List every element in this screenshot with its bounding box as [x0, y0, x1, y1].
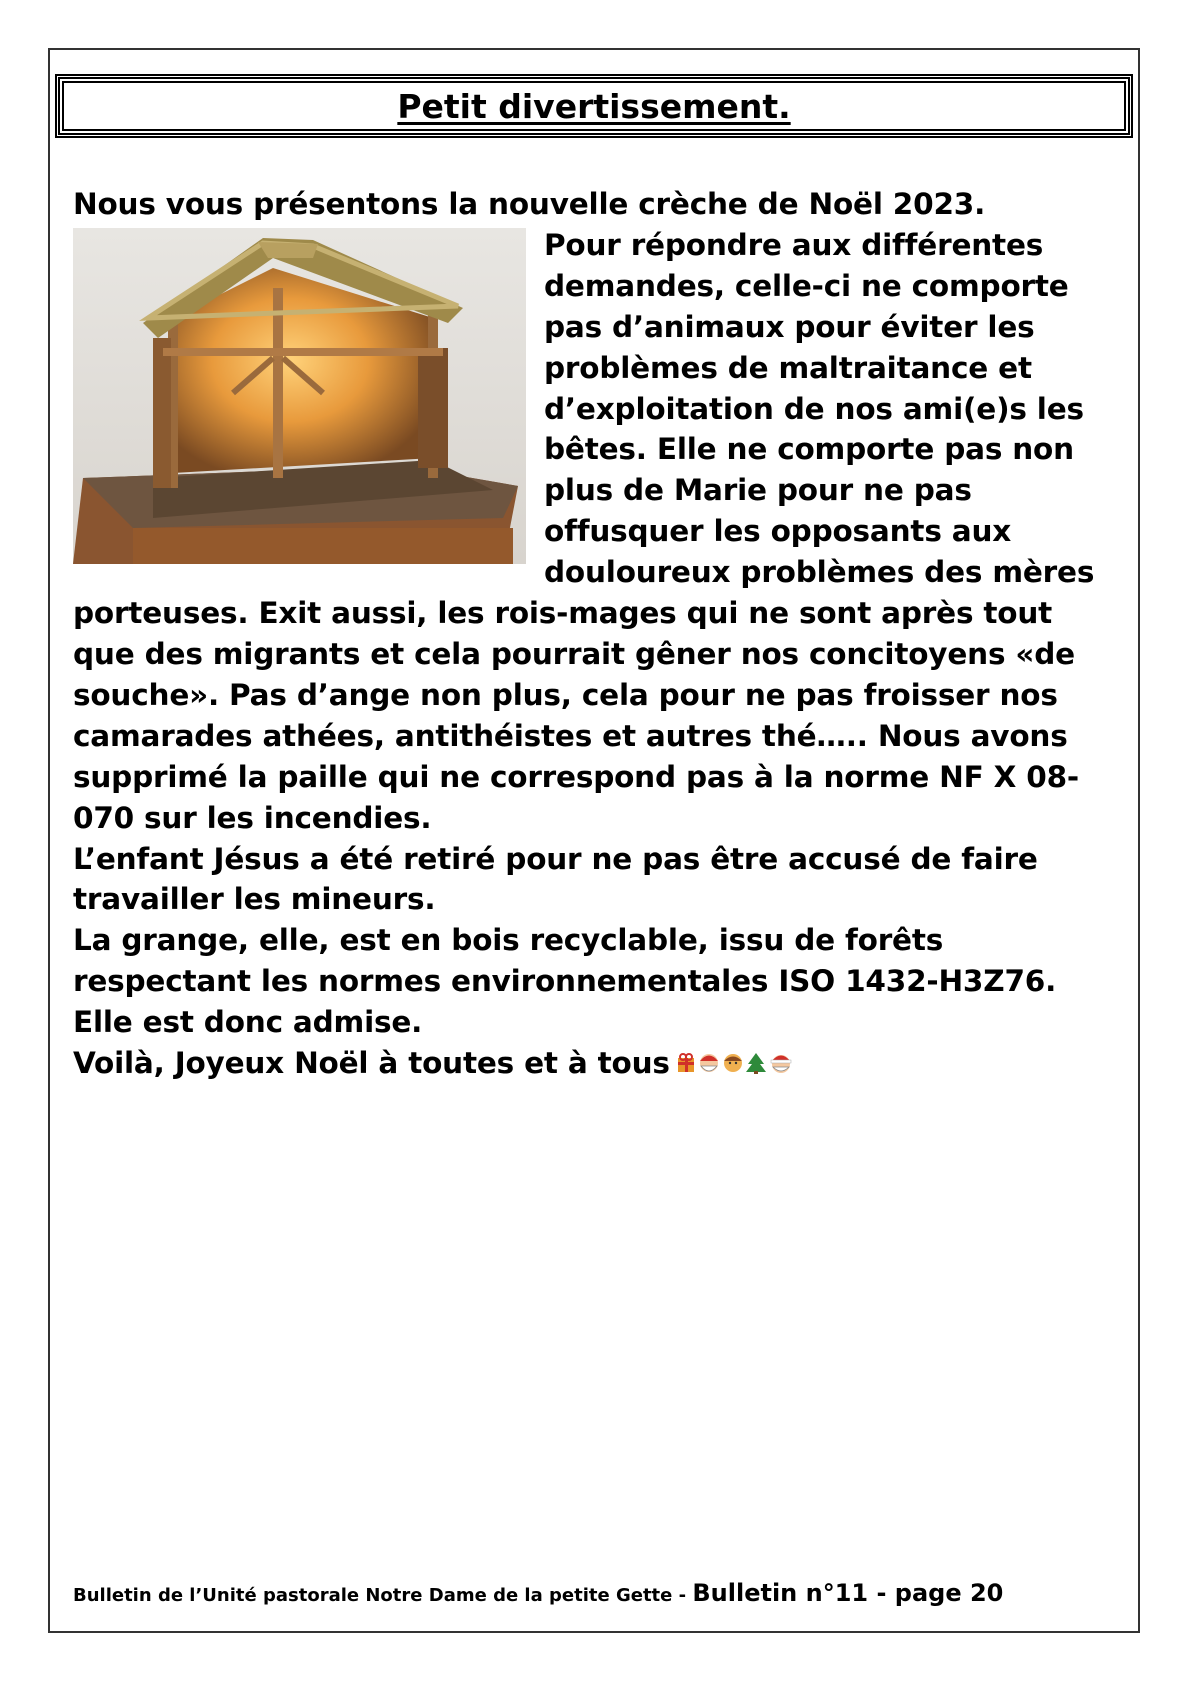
christmas-tree-icon	[746, 1053, 766, 1074]
article-paragraph-3: La grange, elle, est en bois recyclable, issu de forêts respectant les normes environnementales ISO 1432-H3Z76. Elle est donc admise.	[73, 923, 1057, 1040]
child-face-icon	[724, 1054, 742, 1072]
nativity-stable-photo	[73, 228, 526, 564]
article-paragraph-2: L’enfant Jésus a été retiré pour ne pas être accusé de faire travailler les mineurs.	[73, 841, 1038, 917]
emoji-row	[676, 1044, 794, 1085]
footer-publisher: Bulletin de l’Unité pastorale Notre Dame de la petite Gette -	[73, 1585, 693, 1606]
gift-icon	[678, 1054, 694, 1072]
article-intro: Nous vous présentons la nouvelle crèche de Noël 2023.	[73, 187, 986, 221]
closing-text: Voilà, Joyeux Noël à toutes et à tous	[73, 1046, 670, 1081]
article-closing	[73, 1043, 1123, 1085]
article-body: Pour répondre aux différentes demandes, celle-ci ne comporte pas d’animaux pour éviter les problèmes de maltraitance et d’exploitation de nos ami(e)s les bêtes. Elle ne comporte pas non plus de Marie pour ne pas offusquer les opposants aux douloureux problèmes des mères porteuses. Exit aussi, les rois-mages qui ne sont après tout que des migrants et cela pourrait gêner nos concitoyens «de souche». Pas d’ange non plus, cela pour ne pas froisser nos camarades athées, antithéistes et autres thé….. Nous avons supprimé la paille qui ne correspond pas à la norme NF X 08-070 sur les incendies.	[73, 227, 1095, 835]
page-title: Petit divertissement.	[397, 86, 791, 126]
santa-claus-icon	[771, 1055, 791, 1073]
article	[73, 184, 1123, 1085]
page-footer	[73, 1579, 1003, 1607]
title-box	[55, 74, 1133, 138]
footer-issue-page: Bulletin n°11 - page 20	[692, 1579, 1004, 1607]
santa-face-icon	[700, 1054, 718, 1072]
